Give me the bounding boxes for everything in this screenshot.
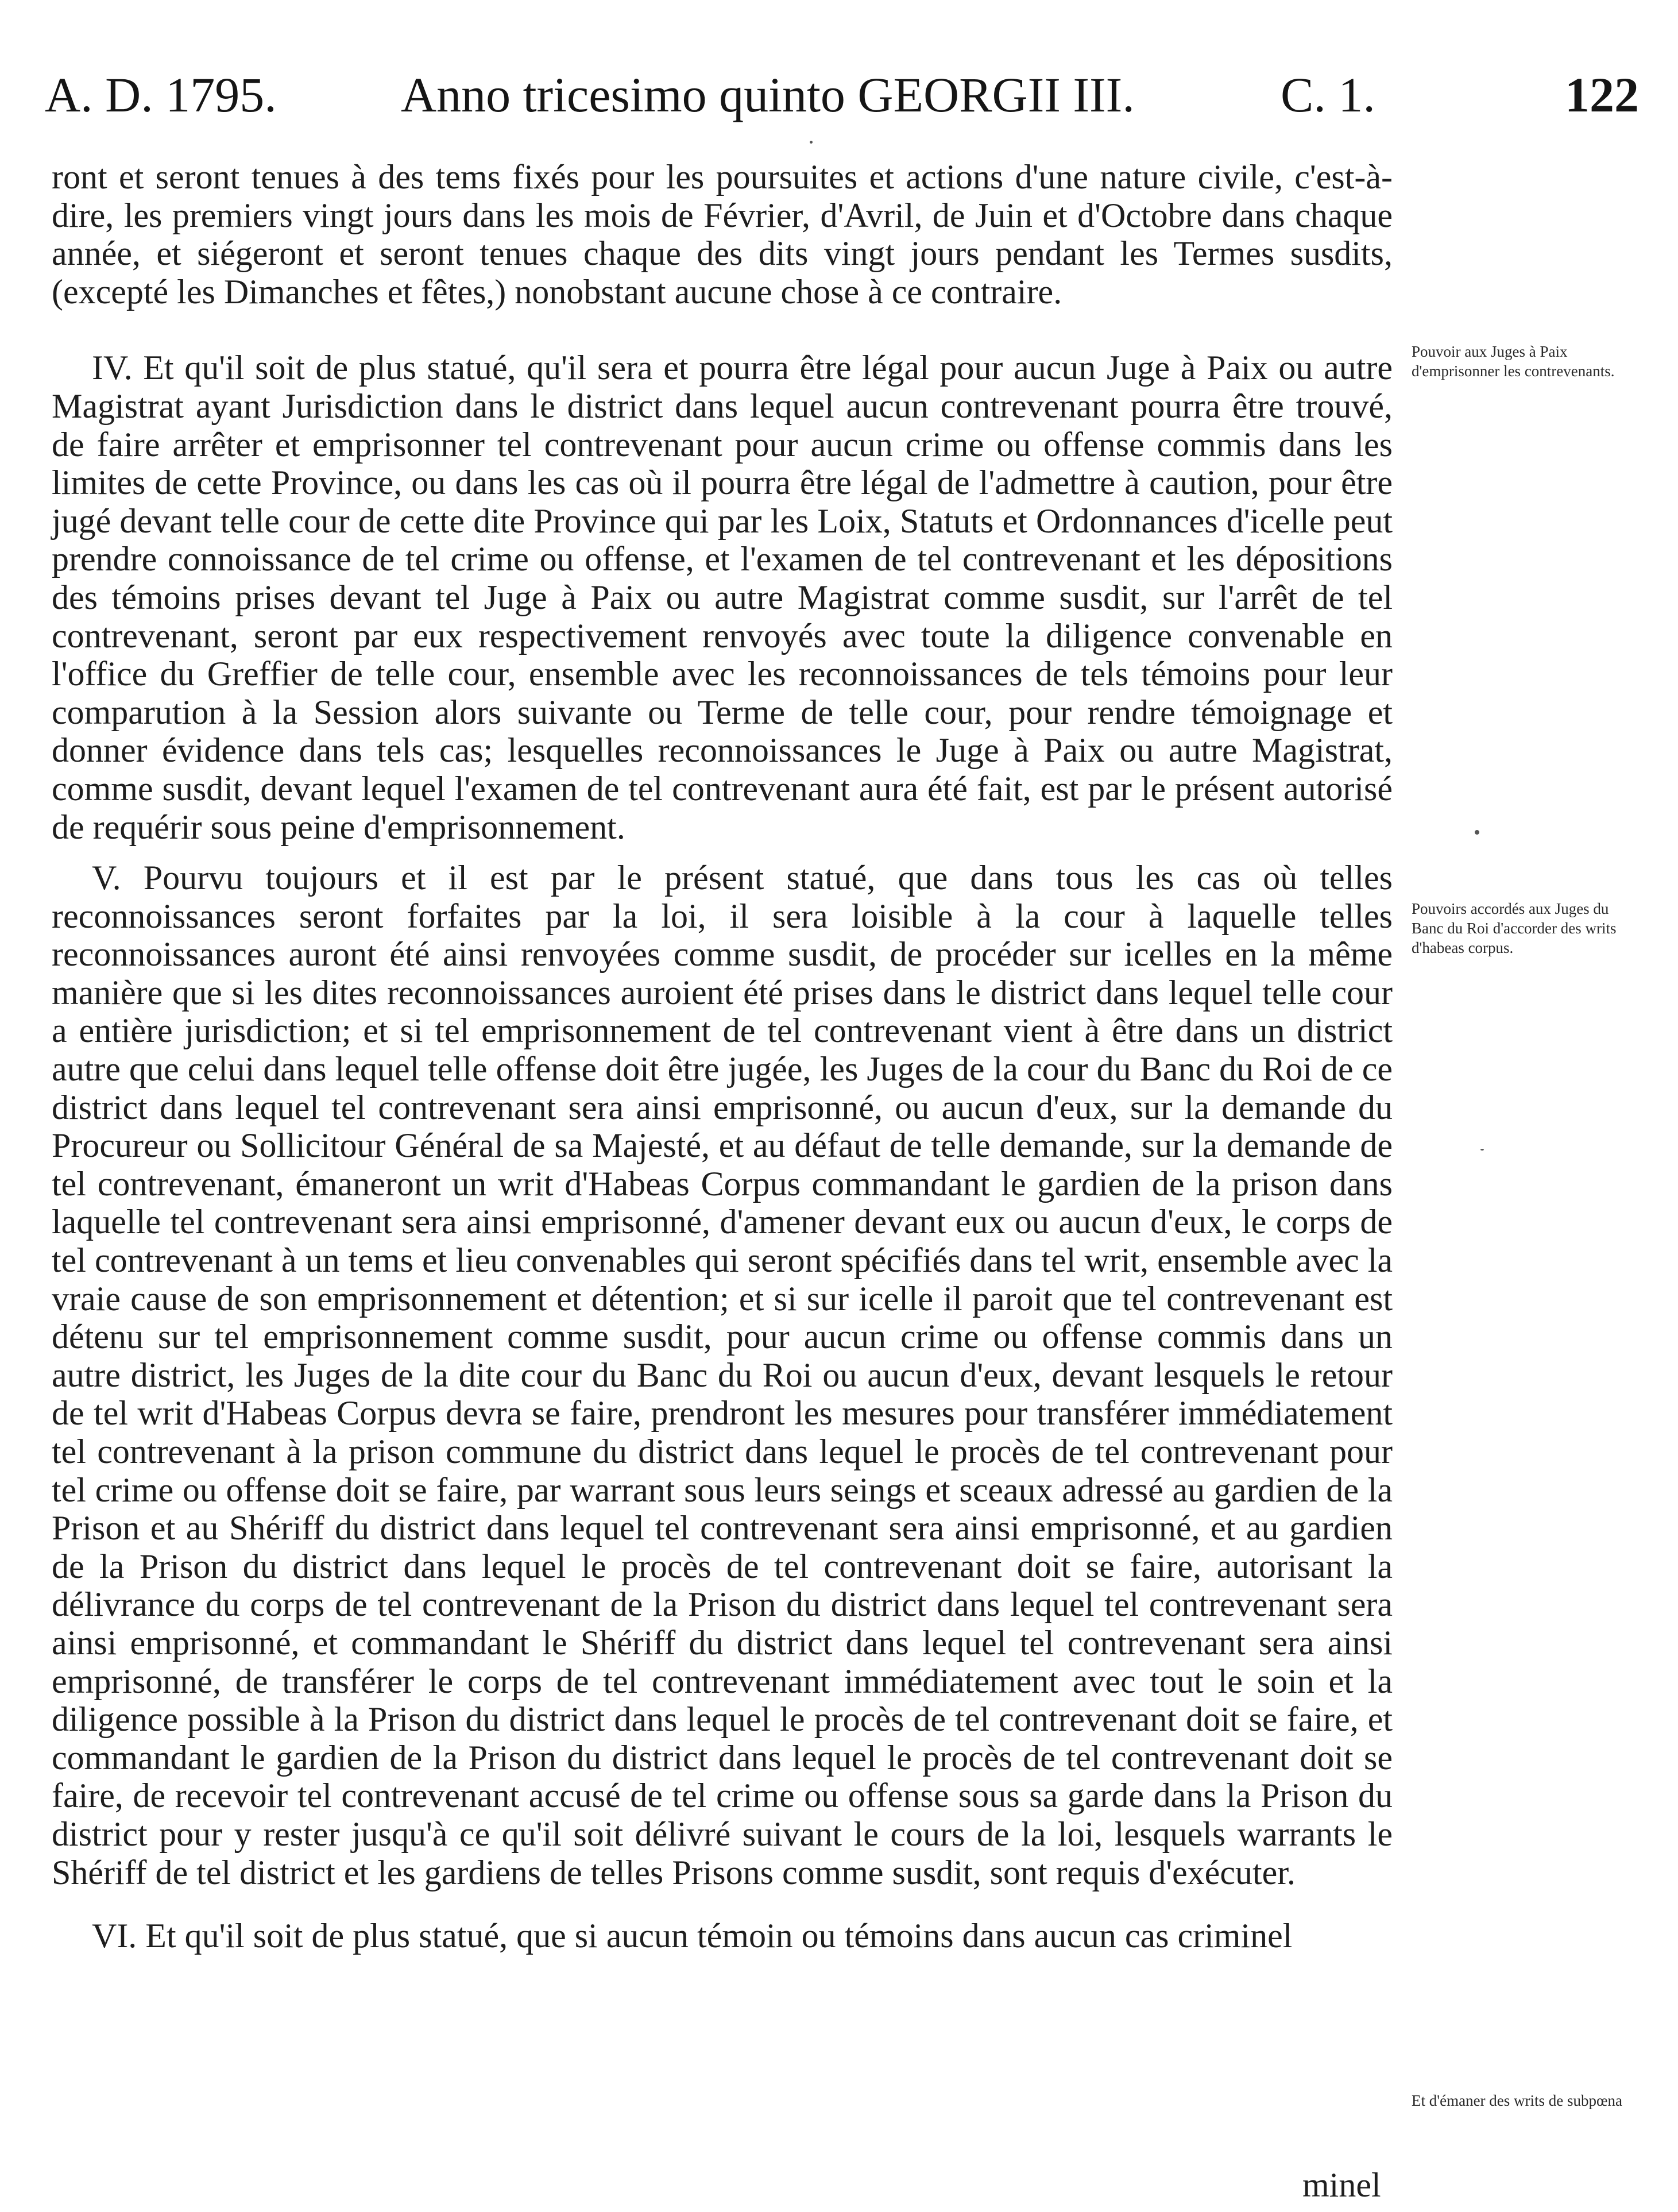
header-regnal-title: Anno tricesimo quinto GEORGII III. <box>401 67 1135 122</box>
paragraph-gap <box>52 311 1393 349</box>
paragraph-section-iv: IV. Et qu'il soit de plus statué, qu'il sera et pourra être légal pour aucun Juge à Paix ou autre Magistrat ayant Jurisdiction dans le district dans lequel aucun contrevenant pourra être trouvé, de faire arrêter et emprisonner tel contrevenant pour aucun crime ou offense commis dans les limites de cette Province, ou dans les cas où il pourra être légal de l'admettre à caution, pour être jugé devant telle cour de cette dite Province qui par les Loix, Statuts et Ordonnances d'icelle peut prendre connoissance de tel crime ou offense, et l'examen de tel contrevenant et les dépositions des témoins prises devant tel Juge à Paix ou autre Magistrat comme susdit, sur l'arrêt de tel contrevenant, seront par eux respectivement renvoyés avec toute la diligence convenable en l'office du Greffier de telle cour, ensemble avec les reconnoissances de tels témoins pour leur comparution à la Session alors suivante ou Terme de telle cour, pour rendre témoignage et donner évidence dans tels cas; lesquelles reconnoissances le Juge à Paix ou autre Magistrat, comme susdit, devant lequel l'examen de tel contrevenant aura été fait, est par le présent autorisé de requérir sous peine d'emprisonnement. <box>52 349 1393 846</box>
running-header <box>45 60 1639 129</box>
header-year: A. D. 1795. <box>45 67 277 122</box>
page-number: 122 <box>1565 67 1639 122</box>
paragraph-gap <box>52 846 1393 859</box>
ink-speck <box>1480 1149 1484 1151</box>
body-text <box>52 158 1393 1955</box>
paragraph-section-vi: VI. Et qu'il soit de plus statué, que si aucun témoin ou témoins dans aucun cas criminel <box>92 1917 1293 1955</box>
paragraph-continuation: ront et seront tenues à des tems fixés pour les poursuites et actions d'une nature civile, c'est-à-dire, les premiers vingt jours dans les mois de Février, d'Avril, de Juin et d'Octobre dans chaque année, et siégeront et seront tenues chaque des dits vingt jours pendant les Termes susdits, (excepté les Dimanches et fêtes,) nonobstant aucune chose à ce contraire. <box>52 158 1393 311</box>
paragraph-section-v: V. Pourvu toujours et il est par le présent statué, que dans tous les cas où telles reconnoissances seront forfaites par la loi, il sera loisible à la cour à laquelle telles reconnoissances auront été ainsi renvoyées comme susdit, de procéder sur icelles en la même manière que si les dites reconnoissances auroient été prises dans le district dans lequel telle cour a entière jurisdiction; et si tel emprisonnement de tel contrevenant vient à être dans un district autre que celui dans lequel telle offense doit être jugée, les Juges de la cour du Banc du Roi de ce district dans lequel tel contrevenant sera ainsi emprisonné, ou aucun d'eux, sur la demande du Procureur ou Sollicitour Général de sa Majesté, et au défaut de telle demande, sur la demande de tel contrevenant, émaneront un writ d'Habeas Corpus commandant le gardien de la prison dans laquelle tel contrevenant sera ainsi emprisonné, d'amener devant eux ou aucun d'eux, le corps de tel contrevenant à un tems et lieu convenables qui seront spécifiés dans tel writ, ensemble avec la vraie cause de son emprisonnement et détention; et si sur icelle il paroit que tel contrevenant est détenu sur tel emprisonnement comme susdit, pour aucun crime ou offense commis dans un autre district, les Juges de la dite cour du Banc du Roi ou aucun d'eux, devant lesquels le retour de tel writ d'Habeas Corpus devra se faire, prendront les mesures pour transférer immédiatement tel contrevenant à la prison commune du district dans lequel le procès de tel contrevenant pour tel crime ou offense doit se faire, par warrant sous leurs seings et sceaux adressé au gardien de la Prison et au Shériff du district dans lequel tel contrevenant sera ainsi emprisonné, et au gardien de la Prison du district dans lequel le procès de tel contrevenant doit se faire, autorisant la délivrance du corps de tel contrevenant de la Prison du district dans lequel tel contrevenant sera ainsi emprisonné, et commandant le Shériff du district dans lequel tel contrevenant sera ainsi emprisonné, de transférer le corps de tel contrevenant immédiatement avec tout le soin et la diligence possible à la Prison du district dans lequel le procès de tel contrevenant doit se faire, et commandant le gardien de la Prison du district dans lequel le procès de tel contrevenant doit se faire, de recevoir tel contrevenant accusé de tel crime ou offense sous sa garde dans la Prison du district pour y rester jusqu'à ce qu'il soit délivré suivant le cours de la loi, lesquels warrants le Shériff de tel district et les gardiens de telles Prisons comme susdit, sont requis d'exécuter. <box>52 859 1393 1891</box>
margin-note-subpoena: Et d'émaner des writs de subpœna <box>1412 2092 1623 2109</box>
ink-speck <box>1475 830 1479 835</box>
margin-note-juges-a-paix: Pouvoir aux Juges à Paix d'emprisonner les contrevenants. <box>1412 343 1615 380</box>
header-chapter: C. 1. <box>1281 67 1375 122</box>
ink-speck <box>810 141 813 144</box>
catchword: minel <box>1302 2166 1381 2204</box>
paragraph-gap <box>52 1891 1393 1917</box>
margin-note-banc-du-roi: Pouvoirs accordés aux Juges du Banc du Roi d'accorder des writs d'habeas corpus. <box>1412 900 1617 956</box>
